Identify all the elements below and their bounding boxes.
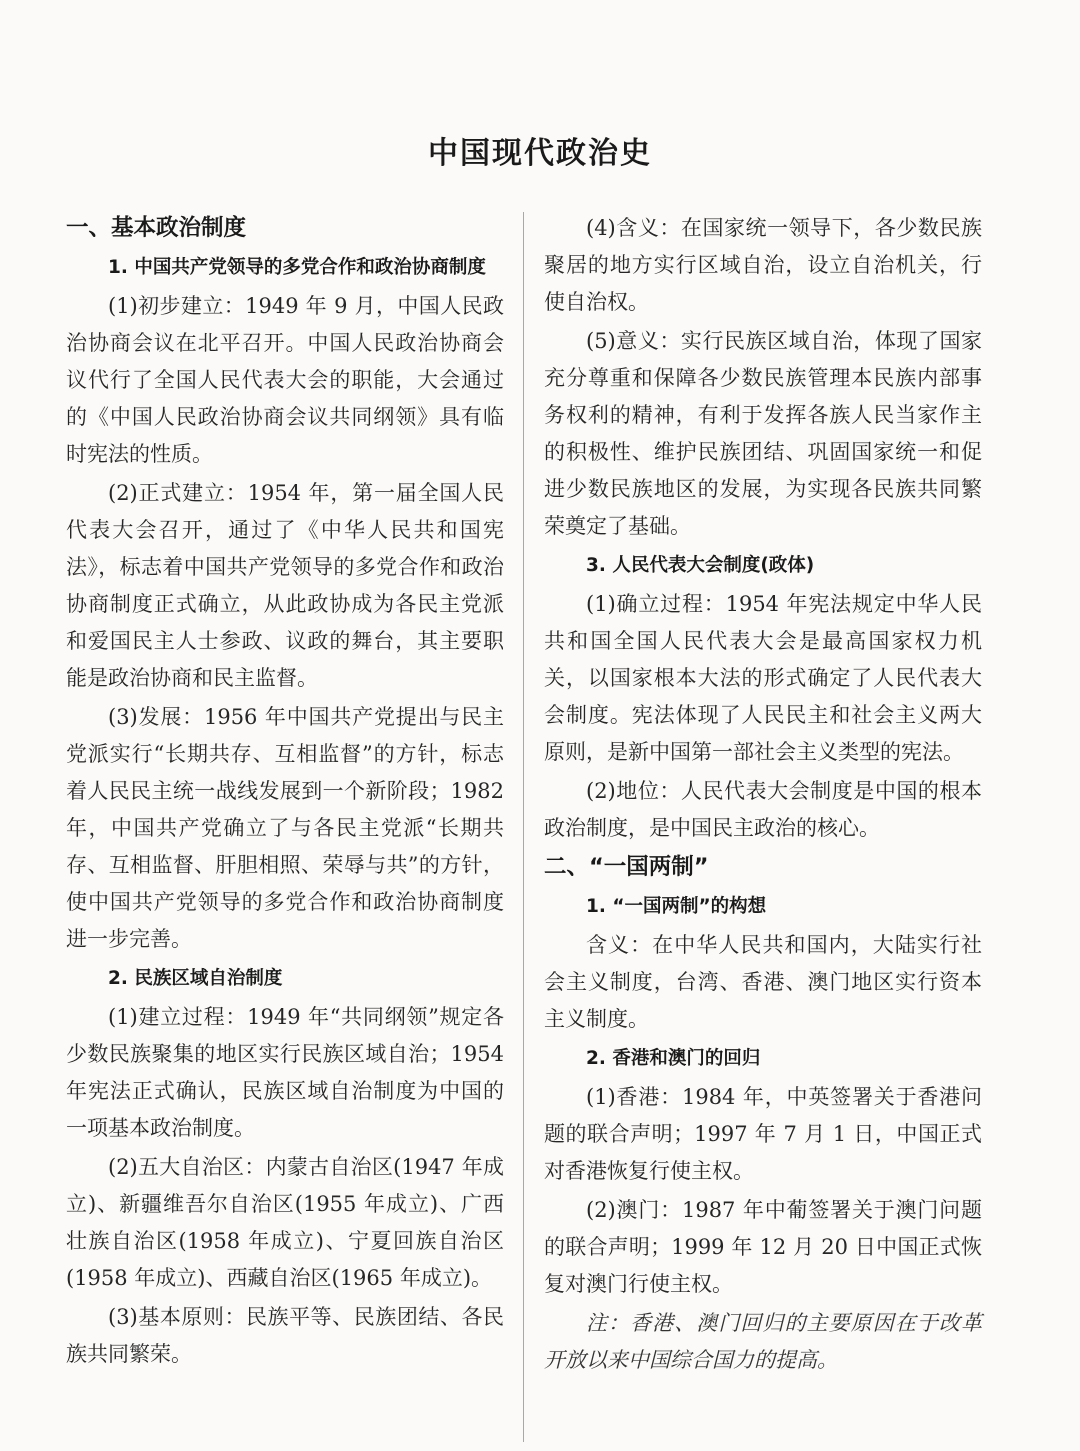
page-title: 中国现代政治史: [428, 136, 652, 171]
section-heading: 二、“一国两制”: [544, 854, 709, 880]
paragraph: (1)香港：1984 年，中英签署关于香港问题的联合声明；1997 年 7 月 1 日，中国正式对香港恢复行使主权。: [544, 1085, 982, 1183]
column-divider: [523, 212, 524, 1442]
subsection-heading: 3. 人民代表大会制度(政体): [586, 555, 815, 576]
paragraph: (2)澳门：1987 年中葡签署关于澳门问题的联合声明；1999 年 12 月 20 日中国正式恢复对澳门行使主权。: [544, 1198, 982, 1296]
paragraph: (2)正式建立：1954 年，第一届全国人民代表大会召开，通过了《中华人民共和国宪法》，标志着中国共产党领导的多党合作和政治协商制度正式确立，从此政协成为各民主党派和爱国民主人士参政、议政的舞台，其主要职能是政治协商和民主监督。: [66, 481, 504, 690]
subsection-heading: 1. 中国共产党领导的多党合作和政治协商制度: [108, 257, 486, 278]
left-column: [66, 210, 504, 1375]
subsection-heading: 2. 民族区域自治制度: [108, 968, 283, 989]
note-paragraph: 注：香港、澳门回归的主要原因在于改革开放以来中国综合国力的提高。: [544, 1311, 982, 1372]
right-column: [544, 210, 982, 1379]
paragraph: (3)基本原则：民族平等、民族团结、各民族共同繁荣。: [66, 1305, 504, 1366]
paragraph: (2)地位：人民代表大会制度是中国的根本政治制度，是中国民主政治的核心。: [544, 779, 982, 840]
paragraph: (1)建立过程：1949 年“共同纲领”规定各少数民族聚集的地区实行民族区域自治；1954 年宪法正式确认，民族区域自治制度为中国的一项基本政治制度。: [66, 1005, 504, 1140]
subsection-heading: 2. 香港和澳门的回归: [586, 1048, 761, 1069]
paragraph: (4)含义：在国家统一领导下，各少数民族聚居的地方实行区域自治，设立自治机关，行使自治权。: [544, 216, 982, 314]
section-heading: 一、基本政治制度: [66, 215, 247, 241]
paragraph: 含义：在中华人民共和国内，大陆实行社会主义制度，台湾、香港、澳门地区实行资本主义制度。: [544, 933, 982, 1031]
paragraph: (2)五大自治区：内蒙古自治区(1947 年成立)、新疆维吾尔自治区(1955 年成立)、广西壮族自治区(1958 年成立)、宁夏回族自治区(1958 年成立)、西藏自治区(1965 年成立)。: [66, 1155, 504, 1290]
paragraph: (3)发展：1956 年中国共产党提出与民主党派实行“长期共存、互相监督”的方针，标志着人民民主统一战线发展到一个新阶段；1982 年，中国共产党确立了与各民主党派“长期共存、互相监督、肝胆相照、荣辱与共”的方针，使中国共产党领导的多党合作和政治协商制度进一步完善。: [66, 705, 504, 951]
paragraph: (5)意义：实行民族区域自治，体现了国家充分尊重和保障各少数民族管理本民族内部事务权利的精神，有利于发挥各族人民当家作主的积极性、维护民族团结、巩固国家统一和促进少数民族地区的发展，为实现各民族共同繁荣奠定了基础。: [544, 329, 982, 538]
paragraph: (1)初步建立：1949 年 9 月，中国人民政治协商会议在北平召开。中国人民政治协商会议代行了全国人民代表大会的职能，大会通过的《中国人民政治协商会议共同纲领》具有临时宪法的性质。: [66, 294, 504, 466]
paragraph: (1)确立过程：1954 年宪法规定中华人民共和国全国人民代表大会是最高国家权力机关，以国家根本大法的形式确定了人民代表大会制度。宪法体现了人民民主和社会主义两大原则，是新中国第一部社会主义类型的宪法。: [544, 592, 982, 764]
subsection-heading: 1. “一国两制”的构想: [586, 896, 767, 917]
